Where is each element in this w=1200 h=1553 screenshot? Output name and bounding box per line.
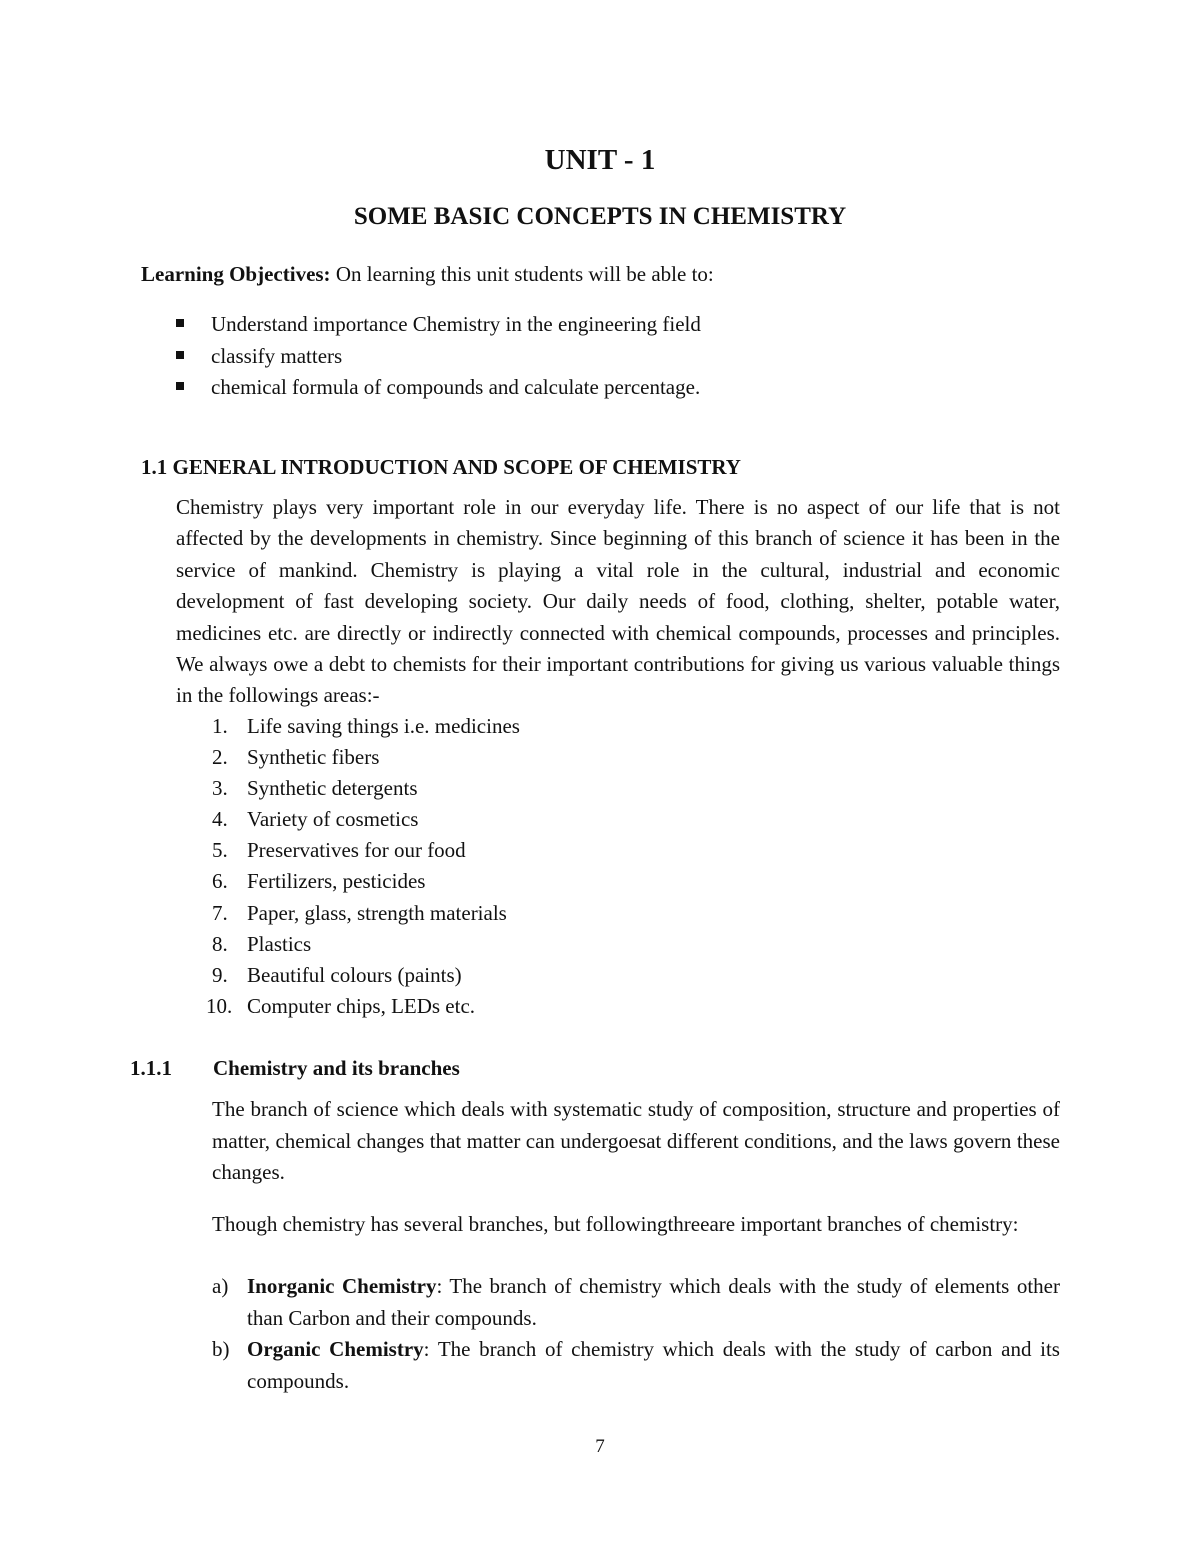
item-text: Fertilizers, pesticides (247, 869, 426, 894)
bullet-square-icon (176, 319, 184, 327)
item-letter: b) (212, 1337, 230, 1361)
item-number: 5. (212, 838, 228, 863)
bullet-square-icon (176, 382, 184, 390)
item-number: 6. (212, 869, 228, 894)
item-number: 1. (212, 714, 228, 738)
bullet-square-icon (176, 351, 184, 359)
list-item (212, 960, 520, 991)
item-text: Variety of cosmetics (247, 807, 419, 832)
branch-name: Inorganic Chemistry (247, 1274, 437, 1298)
list-item (212, 835, 520, 866)
subsection-number: 1.1.1 (130, 1056, 172, 1080)
branch-description: : The branch of chemistry which deals with the study of elements other than Carbon and their compounds. (247, 1274, 1060, 1330)
item-number: 8. (212, 931, 228, 956)
list-item (176, 372, 701, 404)
branch-description: : The branch of chemistry which deals with the study of carbon and its compounds. (247, 1337, 1060, 1393)
subsection-title: Chemistry and its branches (213, 1056, 460, 1080)
item-text: Life saving things i.e. medicines (247, 714, 520, 738)
item-text: Plastics (247, 931, 312, 956)
list-item (212, 866, 520, 897)
learning-objectives (141, 262, 714, 287)
item-number: 7. (212, 900, 228, 925)
list-item (176, 309, 701, 341)
list-item (176, 341, 701, 373)
item-text: Synthetic fibers (247, 745, 380, 770)
item-number: 9. (212, 962, 228, 987)
item-text: Preservatives for our food (247, 838, 466, 863)
list-item (212, 804, 520, 835)
objectives-label: Learning Objectives: (141, 262, 331, 286)
objective-text: chemical formula of compounds and calculate percentage. (211, 375, 701, 399)
list-item (212, 1271, 1060, 1334)
item-text: Beautiful colours (paints) (247, 962, 462, 987)
branches-intro-paragraph: Though chemistry has several branches, but followingthreeare important branches of chemistry: (212, 1212, 1019, 1236)
list-item (212, 773, 520, 804)
subsection-heading (130, 1056, 460, 1081)
list-item (212, 742, 520, 773)
areas-list (206, 711, 520, 1022)
list-item (212, 711, 520, 742)
item-letter: a) (212, 1274, 229, 1298)
intro-paragraph: Chemistry plays very important role in our everyday life. There is no aspect of our life that is not affected by the developments in chemistry. Since beginning of this branch of science it has been in the service of mankind. Chemistry is playing a vital role in the cultural, industrial and economic development of fast developing society. Our daily needs of food, clothing, shelter, potable water, medicines etc. are directly or indirectly connected with chemical compounds, processes and principles. We always owe a debt to chemists for their important contributions for giving us various valuable things in the followings areas:- (176, 495, 1060, 708)
section-heading: 1.1 GENERAL INTRODUCTION AND SCOPE OF CHEMISTRY (141, 455, 741, 479)
definition-paragraph: The branch of science which deals with systematic study of composition, structure and properties of matter, chemical changes that matter can undergoesat different conditions, and the laws govern these changes. (212, 1097, 1060, 1184)
item-number: 3. (212, 776, 228, 801)
list-item (212, 929, 520, 960)
objective-text: classify matters (211, 343, 343, 368)
item-text: Computer chips, LEDs etc. (247, 993, 476, 1018)
unit-subtitle: SOME BASIC CONCEPTS IN CHEMISTRY (353, 203, 847, 230)
list-item (212, 898, 520, 929)
item-number: 4. (212, 807, 228, 832)
branch-name: Organic Chemistry (247, 1337, 424, 1361)
list-item (212, 1334, 1060, 1397)
page-number: 7 (595, 1436, 605, 1457)
item-text: Synthetic detergents (247, 776, 418, 801)
objective-text: Understand importance Chemistry in the engineering field (211, 312, 701, 336)
item-number: 2. (212, 745, 228, 770)
unit-title: UNIT - 1 (544, 144, 656, 176)
list-item (206, 991, 520, 1022)
branches-list (212, 1271, 1060, 1397)
item-number: 10. (206, 993, 233, 1018)
item-text: Paper, glass, strength materials (247, 900, 507, 925)
objectives-list (176, 309, 701, 404)
objectives-text: On learning this unit students will be able to: (330, 262, 714, 286)
